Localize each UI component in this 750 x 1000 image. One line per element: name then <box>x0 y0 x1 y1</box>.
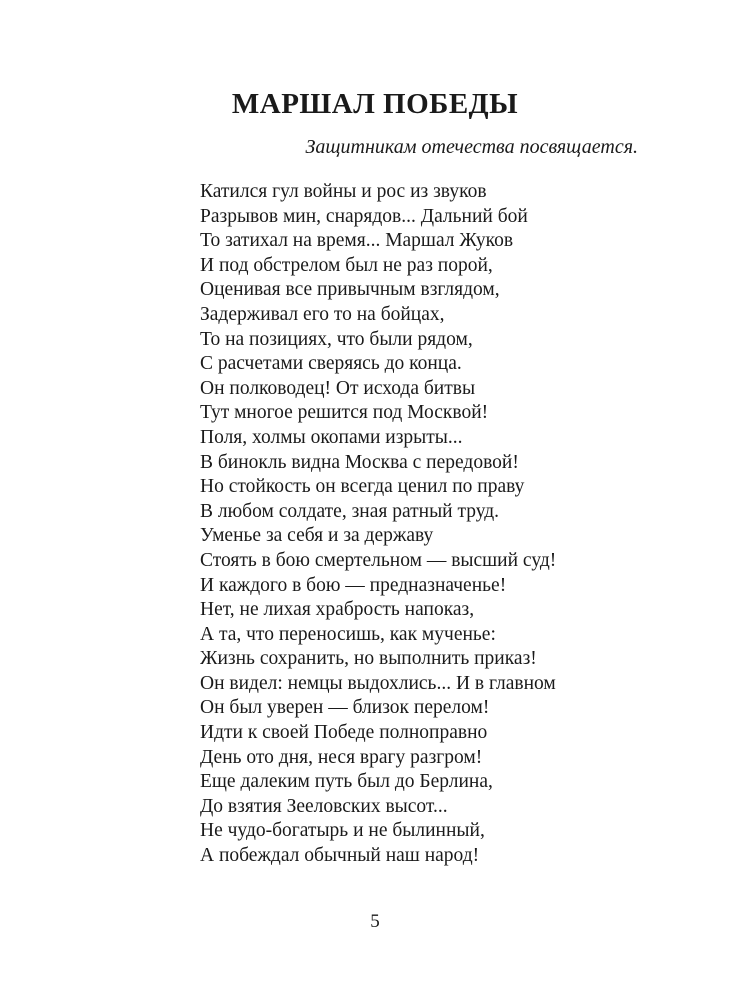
page-number: 5 <box>370 911 380 932</box>
poem-line: Идти к своей Победе полноправно <box>200 722 488 744</box>
poem-body <box>200 180 556 869</box>
poem-line: Задерживал его то на бойцах, <box>200 303 445 325</box>
poem-line: Уменье за себя и за державу <box>200 525 434 547</box>
poem-title: МАРШАЛ ПОБЕДЫ <box>231 88 519 120</box>
poem-line: Он был уверен — близок перелом! <box>200 697 490 719</box>
poem-line: Катился гул войны и рос из звуков <box>200 181 487 202</box>
poem-line: Оценивая все привычным взглядом, <box>200 279 500 301</box>
poem-line: Поля, холмы окопами изрыты... <box>200 426 463 448</box>
poem-line: То затихал на время... Маршал Жуков <box>200 230 514 252</box>
poem-line: И под обстрелом был не раз порой, <box>200 254 493 276</box>
poem-line: С расчетами сверяясь до конца. <box>200 353 462 375</box>
poem-line: То на позициях, что были рядом, <box>200 328 473 350</box>
poem-line: В бинокль видна Москва с передовой! <box>200 451 519 473</box>
poem-line: И каждого в бою — предназначенье! <box>200 574 507 596</box>
poem-dedication: Защитникам отечества посвящается. <box>305 136 638 158</box>
poem-line: Он полководец! От исхода битвы <box>200 377 476 399</box>
poem-line: Жизнь сохранить, но выполнить приказ! <box>200 648 537 670</box>
poem-line: Не чудо-богатырь и не былинный, <box>200 820 485 842</box>
poem-line: До взятия Зееловских высот... <box>200 795 448 817</box>
poem-line: Тут многое решится под Москвой! <box>200 402 489 424</box>
poem-line: День ото дня, неся врагу разгром! <box>200 746 483 768</box>
poem-line: А побеждал обычный наш народ! <box>200 845 480 867</box>
poem-line: Нет, не лихая храбрость напоказ, <box>200 599 475 621</box>
poem-line: Но стойкость он всегда ценил по праву <box>200 476 525 498</box>
poem-line: Он видел: немцы выдохлись... И в главном <box>200 672 556 694</box>
poem-line: А та, что переносишь, как мученье: <box>200 623 496 645</box>
poem-line: Разрывов мин, снарядов... Дальний бой <box>200 205 528 227</box>
poem-line: Стоять в бою смертельном — высший суд! <box>200 549 557 571</box>
poem-line: Еще далеким путь был до Берлина, <box>200 771 493 793</box>
poem-line: В любом солдате, зная ратный труд. <box>200 500 500 522</box>
